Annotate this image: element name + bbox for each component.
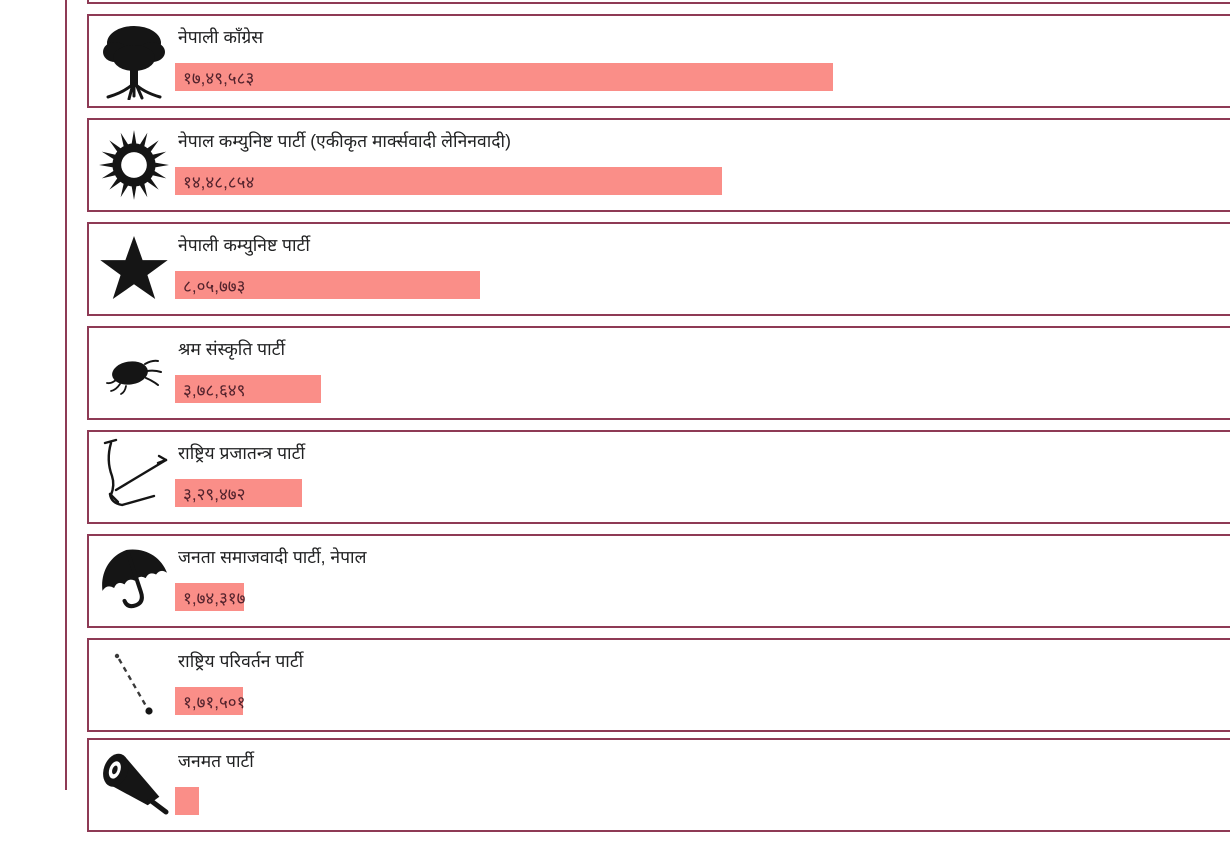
vote-count: १,७१,५०१	[183, 692, 246, 712]
party-name: जनता समाजवादी पार्टी, नेपाल	[178, 547, 367, 567]
party-name: राष्ट्रिय परिवर्तन पार्टी	[178, 651, 304, 671]
party-name: जनमत पार्टी	[178, 751, 254, 771]
sun-icon	[95, 122, 173, 208]
outer-container-left-border	[65, 0, 67, 790]
party-row	[87, 118, 1230, 212]
vote-count: ३,२९,४७२	[183, 484, 246, 504]
vote-count: १,७४,३१७	[183, 588, 246, 608]
party-row	[87, 326, 1230, 420]
vote-bar	[175, 271, 480, 299]
bee-icon	[95, 330, 173, 416]
vote-bar	[175, 687, 246, 715]
plough-icon	[95, 434, 173, 520]
party-row-partial-top	[87, 0, 1230, 4]
vote-count: १४,४८,८५४	[183, 172, 255, 192]
party-name: नेपाली काँग्रेस	[178, 27, 264, 47]
vote-count: ३,७८,६४९	[183, 380, 246, 400]
party-row	[87, 222, 1230, 316]
party-row	[87, 638, 1230, 732]
party-row	[87, 738, 1230, 832]
party-name: श्रम संस्कृति पार्टी	[178, 339, 285, 359]
megaphone-icon	[95, 742, 173, 828]
party-name: राष्ट्रिय प्रजातन्त्र पार्टी	[178, 443, 305, 463]
tree-icon	[95, 18, 173, 104]
vote-count: ८,०५,७७३	[183, 276, 246, 296]
umbrella-icon	[95, 538, 173, 624]
party-row	[87, 14, 1230, 108]
vote-bar	[175, 583, 244, 611]
vote-bar	[175, 479, 302, 507]
vote-count: १७,४९,५८३	[183, 68, 255, 88]
party-row	[87, 430, 1230, 524]
party-name: नेपाली कम्युनिष्ट पार्टी	[178, 235, 310, 255]
vote-bar	[175, 375, 321, 403]
stick-icon	[95, 642, 173, 728]
vote-bar	[175, 787, 199, 815]
vote-bar	[175, 167, 722, 195]
star-icon	[95, 226, 173, 312]
election-results-list	[87, 0, 1230, 842]
party-row	[87, 534, 1230, 628]
party-name: नेपाल कम्युनिष्ट पार्टी (एकीकृत मार्क्सवादी लेनिनवादी)	[178, 131, 511, 151]
vote-bar	[175, 63, 833, 91]
